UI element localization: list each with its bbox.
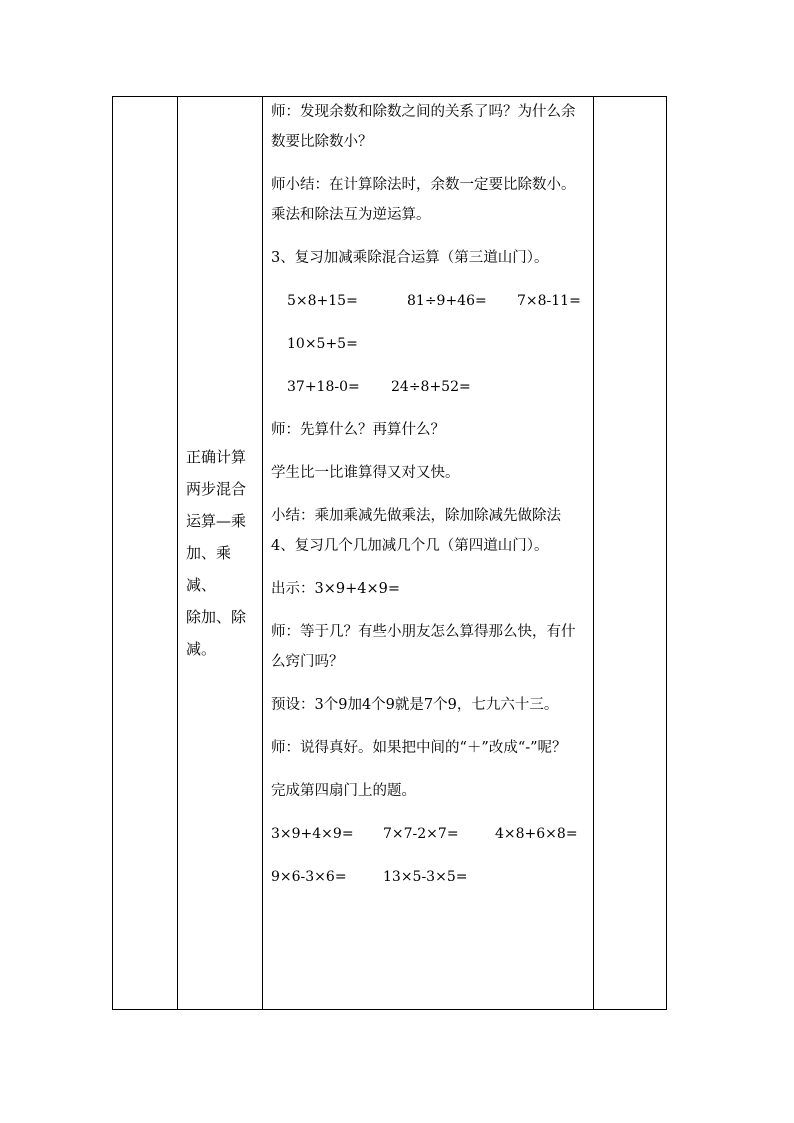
exercise-row [271,286,587,316]
goal-text [178,441,262,665]
goal-line: 两步混合 [186,480,247,498]
table-row [113,97,667,1010]
shown-exercise: 出示：3×9+4×9= [271,581,400,597]
blank-cell-right [594,97,667,1010]
section-heading-3: 3、复习加减乘除混合运算（第三道山门）。 [271,250,549,266]
goal-line: 除加、除 [186,608,247,626]
summary: 小结：乘加乘减先做乘法，除加除减先做除法 [271,508,561,524]
exercise-row [271,862,587,892]
exercise: 9×6-3×6= [271,869,347,885]
content-cell [263,97,594,1010]
exercise-row [271,329,587,359]
exercise-row [271,819,587,849]
goal-cell [178,97,263,1010]
exercise: 3×9+4×9= [271,826,354,842]
exercise: 7×7-2×7= [383,826,459,842]
goal-line: 加、乘减、 [186,544,232,594]
exercise: 24÷8+52= [391,379,471,395]
student-activity: 学生比一比谁算得又对又快。 [271,465,460,481]
goal-line: 运算—乘 [186,512,247,530]
goal-line: 正确计算 [186,448,247,466]
section-heading-4: 4、复习几个几加减几个几（第四道山门）。 [271,538,549,554]
content-body [263,97,593,1009]
exercise: 37+18-0= [287,379,360,395]
exercise: 4×8+6×8= [495,826,578,842]
teacher-question: 师：说得真好。如果把中间的“＋”改成“-”呢？ [271,740,567,756]
teacher-question: 师：等于几？有些小朋友怎么算得那么快，有什么窍门吗？ [271,624,576,670]
teacher-question: 师：先算什么？再算什么？ [271,422,445,438]
expected-answer: 预设：3个9加4个9就是7个9，七九六十三。 [271,697,559,713]
goal-line: 减。 [186,640,217,658]
teacher-question: 师：发现余数和除数之间的关系了吗？为什么余数要比除数小？ [271,104,576,150]
exercise: 10×5+5= [287,336,358,352]
exercise: 5×8+15= [287,293,358,309]
exercise: 81÷9+46= [407,293,487,309]
exercise: 13×5-3×5= [383,869,468,885]
teacher-summary: 师小结：在计算除法时，余数一定要比除数小。乘法和除法互为逆运算。 [271,177,576,223]
blank-cell-left [113,97,178,1010]
lesson-table [112,96,667,1010]
task-instruction: 完成第四扇门上的题。 [271,783,416,799]
exercise: 7×8-11= [517,293,581,309]
exercise-row [271,372,587,402]
